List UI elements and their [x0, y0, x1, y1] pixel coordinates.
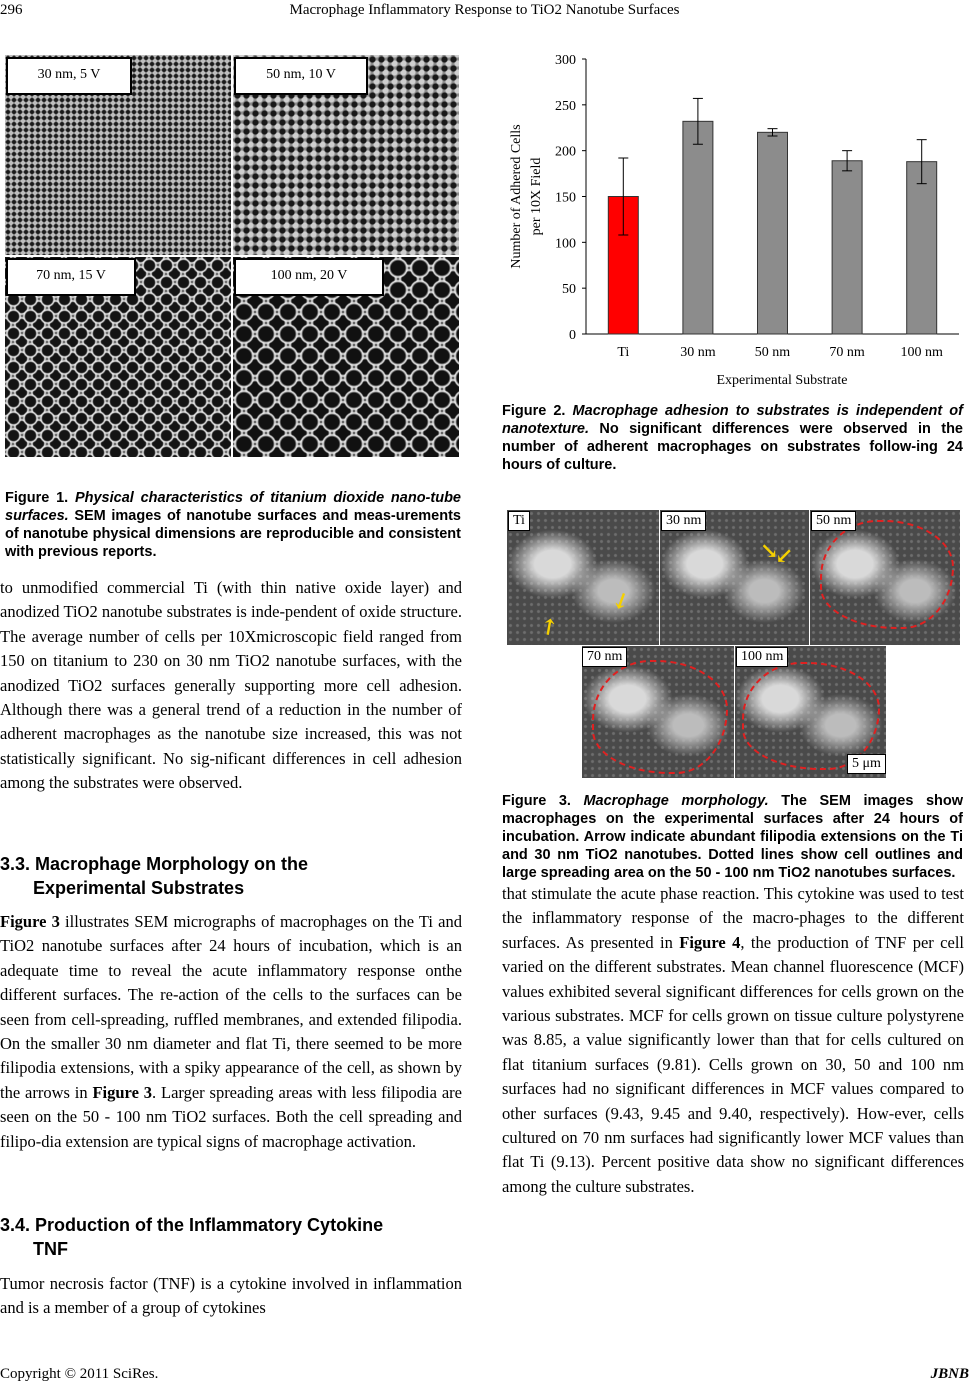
caption-label: Figure 1. [5, 490, 69, 506]
body-text: . Larger spreading areas with less filipodia are seen on the 50 - 100 nm TiO2 surfaces. Both the cell spreading and filipo-dia extension are typical signs of macrophage activation. [0, 1082, 462, 1151]
arrow-icon: ↙ [607, 585, 635, 616]
x-tick-label: 30 nm [680, 345, 716, 360]
cell-outline [820, 520, 954, 629]
bar-30nm [683, 121, 713, 334]
body-text: , the production of TNF per cell varied on the different substrates. Mean channel fluorescence (MCF) values exhibited several significant differences for cells grown on the various substrates. MCF for cells grown on tissue culture polystyrene was 8.85, a value significantly lower than that for cells cultured on flat titanium surfaces (9.81). Cells grown on 30, 50 and 100 nm surfaces had no significant differences in MCF values compared to other surfaces (9.43, 9.45 and 9.40, respectively). How-ever, cells cultured on 70 nm surfaces had significantly lower MCF values than flat Ti (9.13). Percent positive data show no significant differences among the culture substrates. [502, 932, 964, 1196]
journal-name: JBNB [930, 1366, 969, 1382]
panel-label: 50 nm [811, 511, 856, 531]
arrow-icon: ↗ [534, 611, 564, 643]
caption-label: Figure 2. [502, 403, 566, 419]
figure-1-caption [5, 489, 461, 561]
section-title: Production of the Inflammatory Cytokine [35, 1215, 384, 1235]
y-axis-label: Number of Adhered Cells [509, 124, 524, 269]
body-paragraph [0, 910, 462, 1154]
arrow-icon: ↘ [760, 538, 779, 563]
caption-title: Physical characteristics of titanium dioxide nano-tube surfaces. [5, 490, 461, 524]
section-title-continued: TNF [33, 1239, 68, 1259]
figure-3-caption [502, 792, 963, 882]
page-number: 296 [0, 2, 23, 18]
caption-title: Macrophage adhesion to substrates is independent of nanotexture. [502, 403, 963, 437]
figure-reference[interactable]: Figure 3 [92, 1082, 153, 1102]
panel-label: 70 nm, 15 V [6, 258, 136, 296]
section-title-continued: Experimental Substrates [33, 878, 245, 898]
section-number: 3.4. [0, 1215, 31, 1235]
y-tick-label: 300 [555, 53, 576, 68]
y-tick-label: 0 [569, 328, 576, 343]
scale-bar-label: 5 μm [847, 754, 886, 774]
body-paragraph: to unmodified commercial Ti (with thin native oxide layer) and anodized TiO2 nanotube substrates is inde-pendent of oxide structure. The average number of cells per 10Xmicroscopic field ranged from 150 on titanium to 230 on 30 nm TiO2 nanotube surfaces, with the anodized TiO2 surfaces generally supporting more cell adhesion. Although there was a general trend of a reduction in the number of adherent macrophages as the nanotube size increased, this was not statistically significant. No sig-nificant differences in cell adhesion among the substrates were observed. [0, 578, 462, 793]
body-text: illustrates SEM micrographs of macrophages on the Ti and TiO2 nanotube surfaces after 24 hours of incubation, which is an adequate time to reveal the acute inflammatory response onthe different surfaces. The re-action of the cells to the surfaces can be seen from cell-spreading, ruffled membranes, and extended filipodia. On the smaller 30 nm diameter and flat Ti, there seemed to be more filipodia extensions, with a spiky appearance of the cell, as shown by the arrows in [0, 912, 462, 1102]
y-tick-label: 150 [555, 190, 576, 206]
x-tick-label: 100 nm [900, 345, 943, 360]
y-tick-label: 200 [555, 144, 576, 160]
panel-label: 100 nm [736, 647, 788, 667]
x-axis-label: Experimental Substrate [716, 373, 848, 388]
y-axis-label: per 10X Field [529, 157, 544, 236]
panel-label: 30 nm [661, 511, 706, 531]
y-tick-label: 50 [562, 282, 576, 298]
section-heading-3-3 [0, 852, 462, 900]
caption-body: No significant differences were observed in the number of adherent macrophages on substrates follow-ing 24 hours of culture. [502, 421, 963, 473]
figure-2-caption [502, 402, 963, 474]
body-paragraph: Tumor necrosis factor (TNF) is a cytokine involved in inflammation and is a member of a group of cytokines [0, 1274, 462, 1318]
caption-body: The SEM images show macrophages on the experimental surfaces after 24 hours of incubation. Arrow indicate abundant filipodia extensions on the Ti and 30 nm TiO2 nanotubes. Dotted lines show cell outlines and large spreading area on the 50 - 100 nm TiO2 nanotubes surfaces. [502, 793, 964, 881]
x-tick-label: 50 nm [754, 345, 791, 360]
y-tick-label: 250 [555, 98, 576, 114]
caption-label: Figure 3. [502, 793, 571, 809]
body-text: that stimulate the acute phase reaction. This cytokine was used to test the inflammatory response of the macro-phages to the different surfaces. As presented in [502, 884, 964, 952]
x-tick-label: Ti [617, 345, 630, 360]
panel-label: 100 nm, 20 V [234, 258, 384, 296]
copyright-notice: Copyright © 2011 SciRes. [0, 1366, 159, 1382]
bar-50nm [758, 132, 788, 334]
figure-reference[interactable]: Figure 3 [0, 912, 60, 931]
section-number: 3.3. [0, 854, 31, 874]
panel-label: 30 nm, 5 V [6, 57, 132, 95]
section-heading-3-4 [0, 1213, 462, 1261]
figure-reference[interactable]: Figure 4 [679, 932, 741, 952]
bar-100nm [907, 162, 937, 334]
arrow-icon: ↙ [775, 543, 794, 568]
x-tick-label: 70 nm [829, 345, 865, 360]
section-title: Macrophage Morphology on the [35, 854, 309, 874]
running-title: Macrophage Inflammatory Response to TiO2 Nanotube Surfaces [289, 2, 680, 18]
panel-label: 50 nm, 10 V [234, 57, 368, 95]
figure-2-bar-chart [500, 45, 963, 390]
cell-outline [592, 660, 728, 774]
body-paragraph [502, 882, 964, 1199]
caption-title: Macrophage morphology. [583, 793, 769, 809]
y-tick-label: 100 [555, 236, 576, 252]
caption-body: SEM images of nanotube surfaces and meas-urements of nanotube physical dimensions are reproducible and consistent with previous reports. [5, 508, 461, 560]
chart-bars [608, 98, 943, 360]
panel-label: 70 nm [582, 647, 627, 667]
panel-label: Ti [508, 511, 530, 531]
bar-70nm [832, 161, 862, 334]
